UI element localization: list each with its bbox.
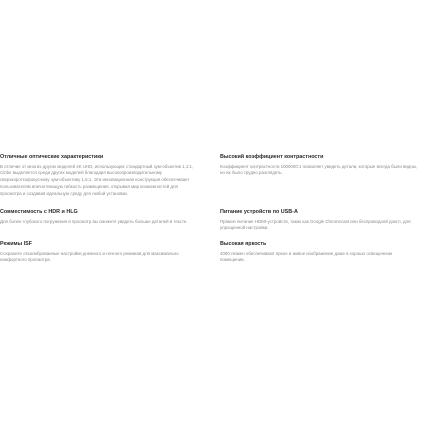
feature-description: Коэффициент контрастности 1000000:1 позволяет увидеть детали, которые всегда были видны, но их было трудно разглядеть. — [220, 163, 418, 176]
feature-title: Режимы ISF — [0, 241, 32, 247]
feature-usb-a-power — [220, 209, 420, 232]
feature-title: Отличные оптические характеристики — [0, 154, 104, 160]
feature-description: Сохраните откалиброванные настройки дневного и ночного режимов для максимально комфортного просмотра. — [0, 250, 179, 263]
feature-title: Высокий коэффициент контрастности — [220, 154, 324, 160]
feature-description: Для более глубокого погружения в просмотр вы сможете увидеть больше деталей в тексте. — [0, 218, 188, 224]
feature-hdr-hlg — [0, 209, 196, 225]
feature-title: Питание устройств по USB-A — [220, 209, 298, 215]
feature-description: Прямое питание HDMI-устройств, таких как Google Chromecast или беспроводной донгл, для упрощенной настройки. — [220, 218, 411, 231]
feature-isf-modes — [0, 241, 196, 264]
feature-title: Совместимость с HDR и HLG — [0, 209, 78, 215]
feature-description: 4000 люмен обеспечивают яркое и живое изображение даже в хорошо освещенном помещении. — [220, 250, 393, 263]
feature-description: В отличие от многих других моделей 4K UHD, использующих стандартный зум-объектив 1,1:1, Cinbe выделяется среди других моделей благодаря высокопроизводительному сверхкороткофокусному зум-объективу 1,5:1. Эта инновационная конструкция обеспечивает пользователям впечатляющую гибкость размещения, открывая мир возможностей для просмотра и создавая идеальную среду для любой установки. — [0, 163, 194, 197]
feature-optics — [0, 154, 198, 198]
feature-high-brightness — [220, 241, 416, 264]
feature-title: Высокая яркость — [220, 241, 267, 247]
feature-contrast-ratio — [220, 154, 420, 177]
